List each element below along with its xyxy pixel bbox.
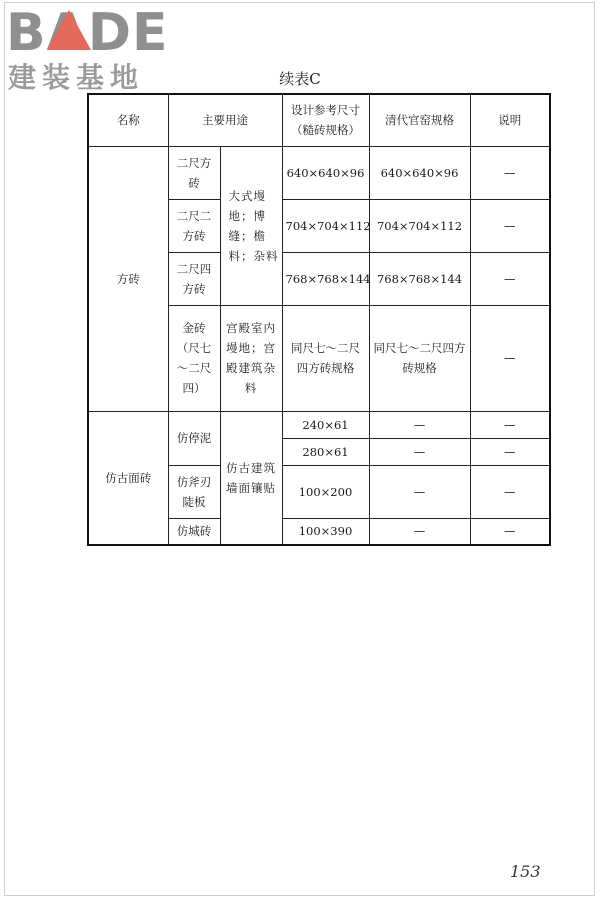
note-cell: —: [470, 465, 550, 518]
qing-spec-cell: —: [369, 465, 470, 518]
table-caption: 续表C: [279, 70, 321, 88]
qing-spec-cell: 768×768×144: [369, 252, 470, 305]
usage-cell: 仿古建筑墙面镶贴: [220, 411, 282, 545]
qing-spec-cell: 640×640×96: [369, 146, 470, 199]
header-design-size: 设计参考尺寸（糙砖规格）: [282, 94, 369, 146]
table-header-row: [88, 94, 550, 146]
header-qing-spec: 清代官窑规格: [369, 94, 470, 146]
design-size-cell: 同尺七～二尺四方砖规格: [282, 305, 369, 411]
item-name: 仿停泥: [168, 411, 220, 465]
qing-spec-cell: 同尺七～二尺四方砖规格: [369, 305, 470, 411]
usage-cell: 大式墁地；博缝；檐料；杂料: [220, 146, 282, 305]
qing-spec-cell: —: [369, 518, 470, 545]
design-size-cell: 100×200: [282, 465, 369, 518]
qing-spec-cell: —: [369, 411, 470, 438]
item-name: 仿斧刃陡板: [168, 465, 220, 518]
group-name: 仿古面砖: [88, 411, 168, 545]
note-cell: —: [470, 252, 550, 305]
design-size-cell: 100×390: [282, 518, 369, 545]
header-note: 说明: [470, 94, 550, 146]
item-name: 金砖（尺七～二尺四）: [168, 305, 220, 411]
table-row: [88, 411, 550, 438]
design-size-cell: 640×640×96: [282, 146, 369, 199]
item-name: 二尺二方砖: [168, 199, 220, 252]
note-cell: —: [470, 438, 550, 465]
page-number: 153: [510, 862, 541, 881]
item-name: 二尺四方砖: [168, 252, 220, 305]
qing-spec-cell: 704×704×112: [369, 199, 470, 252]
table-row: [88, 146, 550, 199]
logo-subtitle: 建装基地: [8, 61, 145, 94]
spec-table: [87, 93, 551, 546]
note-cell: —: [470, 518, 550, 545]
item-name: 仿城砖: [168, 518, 220, 545]
design-size-cell: 240×61: [282, 411, 369, 438]
usage-cell: 宫殿室内墁地；宫殿建筑杂料: [220, 305, 282, 411]
header-name: 名称: [88, 94, 168, 146]
note-cell: —: [470, 305, 550, 411]
note-cell: —: [470, 199, 550, 252]
note-cell: —: [470, 411, 550, 438]
design-size-cell: 768×768×144: [282, 252, 369, 305]
logo-accent-triangle: [47, 10, 91, 50]
note-cell: —: [470, 146, 550, 199]
header-usage: 主要用途: [168, 94, 282, 146]
logo-wordmark: BADE: [6, 3, 169, 63]
qing-spec-cell: —: [369, 438, 470, 465]
design-size-cell: 704×704×112: [282, 199, 369, 252]
design-size-cell: 280×61: [282, 438, 369, 465]
group-name: 方砖: [88, 146, 168, 411]
item-name: 二尺方砖: [168, 146, 220, 199]
